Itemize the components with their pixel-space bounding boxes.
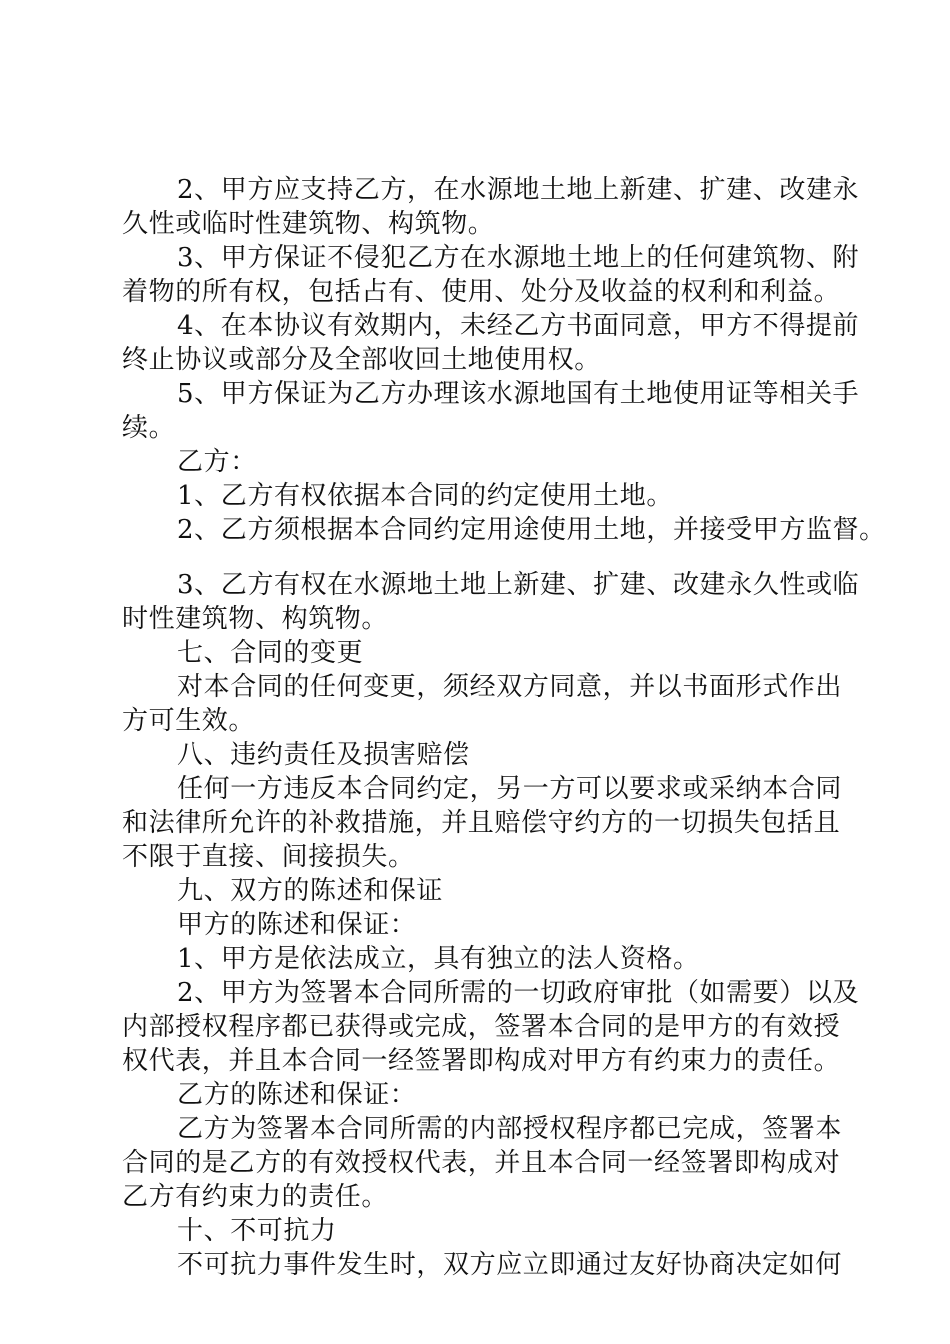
text-line: 3、乙方有权在水源地土地上新建、扩建、改建永久性或临 — [177, 570, 860, 600]
sub-heading: 乙方的陈述和保证： — [177, 1080, 417, 1110]
text-line: 久性或临时性建筑物、构筑物。 — [122, 209, 495, 239]
text-line: 和法律所允许的补救措施，并且赔偿守约方的一切损失包括且 — [122, 808, 841, 838]
section-heading: 乙方： — [177, 447, 257, 477]
text-line: 对本合同的任何变更，须经双方同意，并以书面形式作出 — [177, 672, 843, 702]
sub-heading: 甲方的陈述和保证： — [177, 910, 417, 940]
text-line: 1、乙方有权依据本合同的约定使用土地。 — [177, 481, 673, 511]
text-line: 不可抗力事件发生时，双方应立即通过友好协商决定如何 — [177, 1250, 843, 1280]
text-line: 方可生效。 — [122, 706, 256, 736]
text-line: 1、甲方是依法成立，具有独立的法人资格。 — [177, 944, 700, 974]
text-line: 2、甲方为签署本合同所需的一切政府审批（如需要）以及 — [177, 978, 860, 1008]
text-line: 3、甲方保证不侵犯乙方在水源地土地上的任何建筑物、附 — [177, 243, 860, 273]
text-line: 着物的所有权，包括占有、使用、处分及收益的权利和利益。 — [122, 277, 841, 307]
section-heading: 七、合同的变更 — [177, 638, 364, 668]
text-line: 续。 — [122, 413, 176, 443]
section-heading: 十、不可抗力 — [177, 1216, 337, 1246]
text-line: 5、甲方保证为乙方办理该水源地国有土地使用证等相关手 — [177, 379, 860, 409]
text-line: 2、甲方应支持乙方，在水源地土地上新建、扩建、改建永 — [177, 175, 860, 205]
text-line: 2、乙方须根据本合同约定用途使用土地，并接受甲方监督。 — [177, 515, 886, 545]
text-line: 合同的是乙方的有效授权代表，并且本合同一经签署即构成对 — [122, 1148, 841, 1178]
text-line: 不限于直接、间接损失。 — [122, 842, 415, 872]
text-line: 内部授权程序都已获得或完成，签署本合同的是甲方的有效授 — [122, 1012, 841, 1042]
text-line: 任何一方违反本合同约定，另一方可以要求或采纳本合同 — [177, 774, 843, 804]
text-line: 4、在本协议有效期内，未经乙方书面同意，甲方不得提前 — [177, 311, 860, 341]
text-line: 乙方为签署本合同所需的内部授权程序都已完成，签署本 — [177, 1114, 843, 1144]
section-heading: 八、违约责任及损害赔偿 — [177, 740, 470, 770]
text-line: 乙方有约束力的责任。 — [122, 1182, 389, 1212]
text-line: 权代表，并且本合同一经签署即构成对甲方有约束力的责任。 — [122, 1046, 841, 1076]
section-heading: 九、双方的陈述和保证 — [177, 876, 444, 906]
text-line: 时性建筑物、构筑物。 — [122, 604, 389, 634]
text-line: 终止协议或部分及全部收回土地使用权。 — [122, 345, 601, 375]
